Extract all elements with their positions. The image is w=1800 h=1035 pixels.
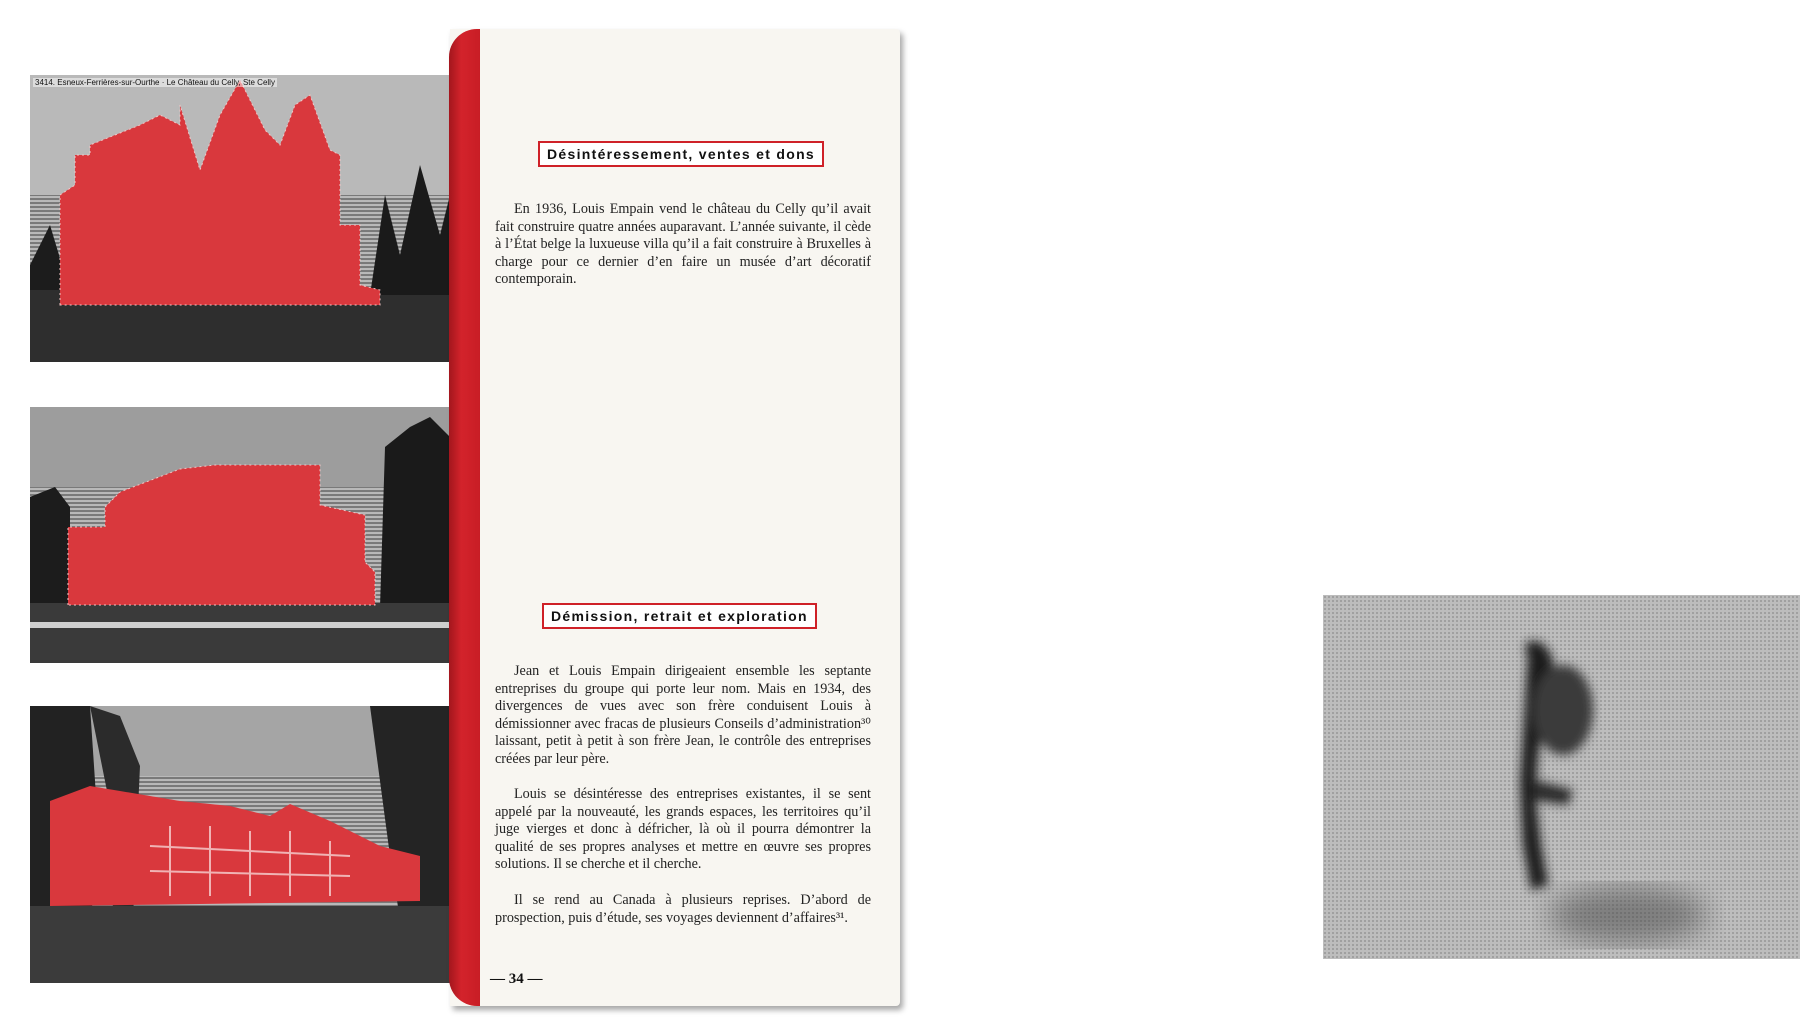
section-heading-2: Démission, retrait et exploration xyxy=(542,603,817,629)
villa-photo xyxy=(30,407,450,663)
section-2-paragraph-1: Jean et Louis Empain dirigeaient ensemble les septante entreprises du groupe qui porte leur nom. Mais en 1934, des divergences de vues avec son frère conduisent Louis à démissionner avec fracas de plusieurs Conseils d’administration³⁰ laissant, petit à petit à son frère Jean, le contrôle des entreprises créées par leur père. xyxy=(495,663,871,767)
villa-illustration xyxy=(30,407,450,663)
building-photo xyxy=(30,706,450,983)
building-illustration xyxy=(30,706,450,983)
figure-illustration xyxy=(1323,595,1800,959)
chateau-photo xyxy=(30,75,450,362)
section-2-paragraph-3: Il se rend au Canada à plusieurs reprises. D’abord de prospection, puis d’étude, ses voyages deviennent d’affaires³¹. xyxy=(495,892,871,926)
postcard-caption: 3414. Esneux-Ferrières-sur-Ourthe · Le Château du Celly, Ste Celly xyxy=(35,78,275,87)
grainy-figure-photo xyxy=(1323,595,1800,959)
section-1-paragraph-1: En 1936, Louis Empain vend le château du Celly qu’il avait fait construire quatre années auparavant. L’année suivante, il cède à l’État belge la luxueuse villa qu’il a fait construire à Bruxelles à charge pour ce dernier d’en faire un musée d’art décoratif contemporain. xyxy=(495,201,871,288)
booklet-spine xyxy=(449,29,480,1006)
booklet-page xyxy=(450,29,900,1006)
section-2-paragraph-2: Louis se désintéresse des entreprises existantes, il se sent appelé par la nouveauté, les grands espaces, les territoires qu’il juge vierges et donc à défricher, là où il pourra démontrer la qualité de ses propres analyses et mettre en œuvre ses propres solutions. Il se cherche et il cherche. xyxy=(495,786,871,873)
page-number: — 34 — xyxy=(490,971,543,987)
chateau-illustration xyxy=(30,75,450,362)
section-heading-1: Désintéressement, ventes et dons xyxy=(538,141,824,167)
